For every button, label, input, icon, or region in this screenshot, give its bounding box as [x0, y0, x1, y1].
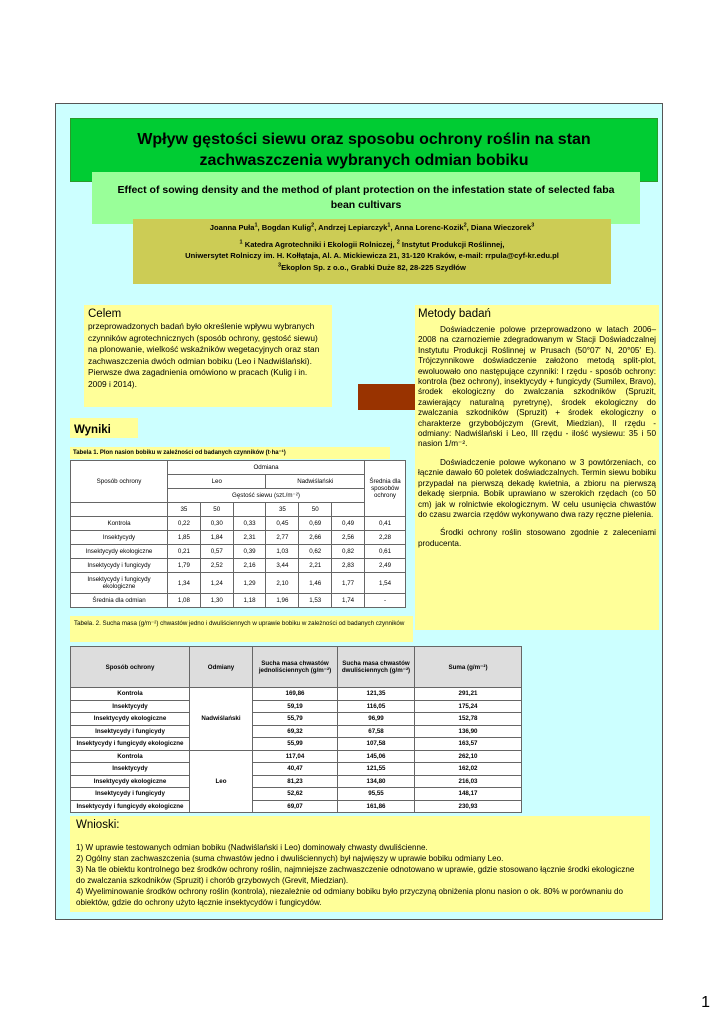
- table2-caption: Tabela. 2. Sucha masa (g/m⁻²) chwastów jedno i dwuliściennych w uprawie bobiku w zależności od badanych czynników: [70, 616, 413, 642]
- table-row: Kontrola 0,22 0,30 0,33 0,45 0,69 0,49 0,41: [71, 517, 406, 531]
- metody-paragraph: Doświadczenie polowe wykonano w 3 powtórzeniach, co łącznie dawało 60 poletek doświadczalnych. Termin siewu bobiku przypadał na pierwszą dekadę kwietnia, a zbioru na pierwszą dekadę sierpnia. Bobik uprawiano w szerokich rzędach (co 50 cm) jak w rolnictwie ekologicznym. W celu usunięcia chwastów do czasu zwarcia rzędów wykonywano dwa razy ręczne pielenia.: [418, 457, 656, 519]
- table-cell: 50: [200, 503, 233, 517]
- table-header: Suma (g/m⁻²): [415, 647, 522, 688]
- metody-section: [415, 305, 659, 630]
- wyniki-heading: Wyniki: [74, 424, 111, 436]
- table-row: Insektycydy 1,85 1,84 2,31 2,77 2,66 2,56 2,28: [71, 531, 406, 545]
- table-header: Sucha masa chwastów dwuliściennych (g/m⁻²): [338, 647, 415, 688]
- table-cell: 50: [299, 503, 332, 517]
- wyniki-section: [70, 418, 138, 438]
- page-number: 1: [701, 994, 710, 1011]
- table-header: Nadwiślański: [266, 475, 365, 489]
- affiliation-line-2: Uniwersytet Rolniczy im. H. Kołłątaja, Al. A. Mickiewicza 21, 31-120 Kraków, e-mail: rrpula@cyf-kr.edu.pl: [185, 251, 559, 260]
- authors-box: [133, 219, 611, 284]
- variety-cell: Nadwiślański: [190, 688, 253, 751]
- table-row: Średnia dla odmian 1,08 1,30 1,18 1,96 1,53 1,74 -: [71, 594, 406, 608]
- table-cell: [332, 503, 365, 517]
- decorative-bar: [358, 384, 415, 410]
- table-cell: [233, 503, 266, 517]
- table-row: Insektycydy i fungicydy ekologiczne 69,07 161,86 230,93: [71, 800, 522, 813]
- table2: [70, 646, 522, 813]
- table1-caption: Tabela 1. Plon nasion bobiku w zależności od badanych czynników (t·ha⁻¹): [70, 447, 390, 459]
- cel-heading: Celem: [88, 308, 122, 320]
- table-header: Leo: [168, 475, 266, 489]
- table-cell: 35: [266, 503, 299, 517]
- table-row: Insektycydy 40,47 121,55 162,02: [71, 763, 522, 776]
- wnioski-section: [70, 816, 650, 912]
- wnioski-item: 2) Ogólny stan zachwaszczenia (suma chwastów jedno i dwuliściennych) był najwięszy w uprawie bobiku odmiany Leo.: [76, 854, 504, 863]
- variety-cell: Leo: [190, 750, 253, 813]
- poster-title: Wpływ gęstości siewu oraz sposobu ochrony roślin na stan zachwaszczenia wybranych odmian bobiku: [137, 131, 591, 169]
- table-row: Insektycydy i fungicydy ekologiczne 55,99 107,58 163,57: [71, 738, 522, 751]
- wnioski-heading: Wnioski:: [76, 819, 120, 831]
- poster-subtitle: Effect of sowing density and the method of plant protection on the infestation state of selected faba bean cultivars: [117, 184, 615, 211]
- table-header: Odmiana: [168, 461, 365, 475]
- table-row: Insektycydy i fungicydy 1,79 2,52 2,16 3,44 2,21 2,83 2,49: [71, 559, 406, 573]
- wnioski-item: 3) Na tle obiektu kontrolnego bez środków ochrony roślin, najmniejsze zachwaszczenie odnotowano w uprawie, gdzie stosowano łącznie środki ekologiczne do zwalczania szkodników (Spruzit) i chorób grzybowych (Grevit, Miedzian).: [76, 865, 635, 885]
- cel-section: [84, 305, 332, 407]
- table-row: Insektycydy ekologiczne 0,21 0,57 0,39 1,03 0,62 0,82 0,61: [71, 545, 406, 559]
- metody-heading: Metody badań: [418, 308, 491, 320]
- table-header: Średnia dla sposobów ochrony: [365, 461, 406, 517]
- table-row: Kontrola Leo 117,04 145,06 262,10: [71, 750, 522, 763]
- metody-paragraph: Doświadczenie polowe przeprowadzono w latach 2006–2008 na czarnoziemie zdegradowanym w Stacji Doświadczalnej Instytutu Produkcji Roślinnej w Prusach (50°07′ N, 20°05′ E). Trójczynnikowe doświadczenie założono metodą split-plot, ewoluowało ono następujące czynniki: I rzędu - sposób ochrony: kontrola (bez ochrony), insektycydy + fungicydy (Sumilex, Bravo), środek ekologiczny do zwalczania szkodników (Spruzit, zawierający naturalną pyretrynę), środek ekologiczny do zwalczania szkodników (Spruzit) + środek ekologiczny o charakterze grzybobójczym (Grevit, Miedzian), II rzędu - odmiany: Nadwiślański i Leo, III rzędu - ilość wysiewu: 35 i 50 nasion 1/m⁻².: [418, 325, 656, 449]
- table-header: Sposób ochrony: [71, 647, 190, 688]
- cel-text: przeprowadzonych badań było określenie wpływu wybranych czynników agrotechnicznych (sposób ochrony, gęstość siewu) na plonowanie, wielkość wskaźników wegetacyjnych oraz stan zachwaszczenia dwóch odmian bobiku (Leo i Nadwiślański). Pierwsze dwa zagadnienia omówiono w pracach (Kulig i in. 2009 i 2014).: [88, 321, 320, 389]
- table-row: Insektycydy i fungicydy 69,32 67,58 136,90: [71, 725, 522, 738]
- table-header: Gęstość siewu (szt./m⁻²): [168, 489, 365, 503]
- table-row: Insektycydy i fungicydy ekologiczne 1,34 1,24 1,29 2,10 1,46 1,77 1,54: [71, 573, 406, 594]
- wnioski-item: 4) Wyeliminowanie środków ochrony roślin (kontrola), niezależnie od odmiany bobiku było przyczyną obniżenia plonu nasion o ok. 80% w porównaniu do obiektów, gdzie do ochrony użyto łącznie insektycydów i fungicydów.: [76, 887, 624, 907]
- wnioski-item: 1) W uprawie testowanych odmian bobiku (Nadwiślański i Leo) dominowały chwasty dwuliścienne.: [76, 843, 428, 852]
- table-row: Insektycydy ekologiczne 55,79 96,99 152,78: [71, 713, 522, 726]
- affiliation-line-1: $^1$ Katedra Agrotechniki i Ekologii Rolniczej, $^2$ Instytut Produkcji Roślinnej,: [239, 238, 505, 249]
- table-cell: [71, 503, 168, 517]
- table-row: Insektycydy i fungicydy 52,62 95,55 148,17: [71, 788, 522, 801]
- subtitle-box: [92, 172, 640, 224]
- table-header: Sposób ochrony: [71, 461, 168, 503]
- table-row: Kontrola Nadwiślański 169,86 121,35 291,21: [71, 688, 522, 701]
- authors-line: Joanna Puła$^1$, Bogdan Kulig$^2$, Andrzej Lepiarczyk$^1$, Anna Lorenc-Kozik$^2$, Diana Wieczorek$^3$: [209, 222, 535, 232]
- table-header: Sucha masa chwastów jednoliściennych (g/m⁻²): [253, 647, 338, 688]
- table-row: Insektycydy ekologiczne 81,23 134,80 216,03: [71, 775, 522, 788]
- table1: [70, 460, 406, 608]
- metody-paragraph: Środki ochrony roślin stosowano zgodnie z zaleceniami producenta.: [418, 528, 656, 548]
- table-row: Insektycydy 59,19 116,05 175,24: [71, 700, 522, 713]
- table-header: Odmiany: [190, 647, 253, 688]
- table-cell: 35: [168, 503, 201, 517]
- affiliation-line-3: $^3$Ekoplon Sp. z o.o., Grabki Duże 82, 28-225 Szydłów: [278, 261, 466, 272]
